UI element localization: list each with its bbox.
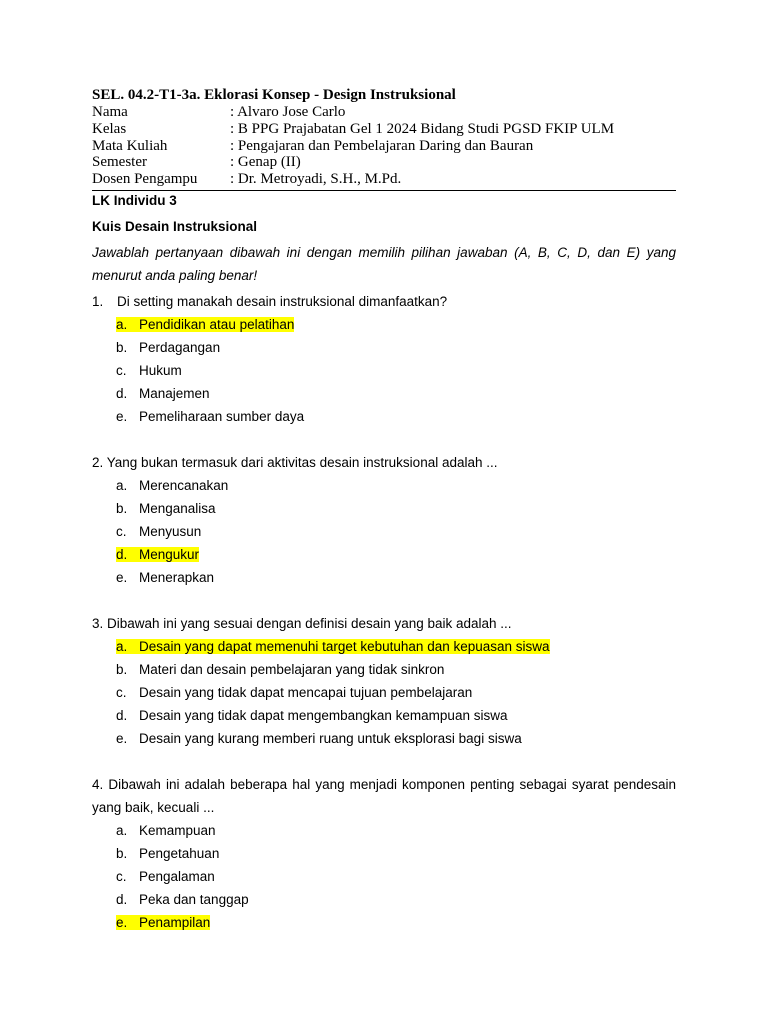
- question-number: 4.: [92, 776, 104, 792]
- option-text: Desain yang tidak dapat mencapai tujuan pembelajaran: [139, 684, 473, 700]
- option-list: [92, 313, 676, 428]
- question-number: 3.: [92, 615, 104, 631]
- document-page: [92, 86, 676, 934]
- option-content: [116, 478, 228, 493]
- identity-table: [92, 104, 676, 188]
- option-letter: c.: [116, 362, 127, 378]
- option-letter: d.: [116, 707, 128, 723]
- option-letter: e.: [116, 914, 128, 930]
- highlighted-answer: [116, 915, 210, 930]
- option-text: Pendidikan atau pelatihan: [139, 316, 295, 332]
- option-content: [116, 662, 444, 677]
- option-letter: d.: [116, 891, 128, 907]
- answer-option: [116, 658, 676, 681]
- option-letter: a.: [116, 822, 128, 838]
- answer-option: [116, 313, 676, 336]
- identity-label: Dosen Pengampu: [92, 171, 198, 188]
- option-text: Desain yang tidak dapat mengembangkan kemampuan siswa: [139, 707, 508, 723]
- option-content: [116, 524, 201, 539]
- option-letter: b.: [116, 500, 128, 516]
- document-title: SEL. 04.2-T1-3a. Eklorasi Konsep - Design Instruksional: [92, 87, 456, 103]
- question-text: Di setting manakah desain instruksional dimanfaatkan?: [117, 293, 448, 309]
- option-text: Penampilan: [139, 914, 211, 930]
- question-text: Dibawah ini adalah beberapa hal yang menjadi komponen penting sebagai syarat pendesain yang baik, kecuali ...: [92, 776, 676, 815]
- option-letter: d.: [116, 546, 128, 562]
- identity-label: Kelas: [92, 120, 127, 137]
- question-number: 1.: [92, 293, 104, 309]
- option-content: [116, 892, 249, 907]
- option-content: [116, 869, 215, 884]
- highlighted-answer: [116, 547, 199, 562]
- option-content: [116, 823, 216, 838]
- option-content: [116, 846, 219, 861]
- answer-option: [116, 474, 676, 497]
- option-text: Desain yang kurang memberi ruang untuk eksplorasi bagi siswa: [139, 730, 522, 746]
- identity-row-semester: [92, 154, 676, 171]
- option-letter: e.: [116, 730, 128, 746]
- option-content: [116, 685, 472, 700]
- identity-value: : Dr. Metroyadi, S.H., M.Pd.: [230, 171, 402, 188]
- answer-option: [116, 566, 676, 589]
- option-text: Peka dan tanggap: [139, 891, 249, 907]
- option-list: [92, 635, 676, 750]
- question-number: 2.: [92, 454, 104, 470]
- option-list: [92, 819, 676, 934]
- answer-option: [116, 543, 676, 566]
- option-content: [116, 501, 216, 516]
- option-text: Kemampuan: [139, 822, 216, 838]
- answer-option: [116, 336, 676, 359]
- answer-option: [116, 727, 676, 750]
- highlighted-answer: [116, 639, 550, 654]
- identity-label: Semester: [92, 154, 147, 171]
- option-content: [116, 363, 182, 378]
- option-content: [116, 708, 507, 723]
- option-letter: a.: [116, 477, 128, 493]
- option-content: [116, 340, 220, 355]
- answer-option: [116, 405, 676, 428]
- answer-option: [116, 888, 676, 911]
- answer-option: [116, 635, 676, 658]
- identity-value: : B PPG Prajabatan Gel 1 2024 Bidang Studi PGSD FKIP ULM: [230, 120, 615, 137]
- identity-label: Mata Kuliah: [92, 137, 168, 154]
- option-text: Menyusun: [139, 523, 202, 539]
- answer-option: [116, 704, 676, 727]
- question-1: [92, 290, 676, 313]
- option-content: [116, 570, 214, 585]
- option-letter: d.: [116, 385, 128, 401]
- answer-option: [116, 382, 676, 405]
- option-content: [116, 386, 210, 401]
- identity-row-mata-kuliah: [92, 138, 676, 155]
- option-text: Pemeliharaan sumber daya: [139, 408, 305, 424]
- identity-value: : Pengajaran dan Pembelajaran Daring dan Bauran: [230, 137, 534, 154]
- quiz-title: Kuis Desain Instruksional: [92, 218, 258, 234]
- identity-row-dosen: [92, 171, 676, 188]
- option-text: Materi dan desain pembelajaran yang tidak sinkron: [139, 661, 445, 677]
- answer-option: [116, 359, 676, 382]
- question-4: [92, 773, 676, 819]
- identity-row-nama: [92, 104, 676, 121]
- option-letter: a.: [116, 316, 128, 332]
- option-text: Menganalisa: [139, 500, 216, 516]
- option-letter: e.: [116, 408, 128, 424]
- option-text: Mengukur: [139, 546, 200, 562]
- question-3: [92, 612, 676, 635]
- question-2: [92, 451, 676, 474]
- option-letter: c.: [116, 868, 127, 884]
- answer-option: [116, 819, 676, 842]
- identity-value: : Genap (II): [230, 154, 301, 171]
- option-letter: c.: [116, 684, 127, 700]
- option-letter: b.: [116, 845, 128, 861]
- option-text: Perdagangan: [139, 339, 221, 355]
- option-content: [116, 409, 304, 424]
- highlighted-answer: [116, 317, 294, 332]
- option-letter: c.: [116, 523, 127, 539]
- answer-option: [116, 865, 676, 888]
- question-text: Dibawah ini yang sesuai dengan definisi desain yang baik adalah ...: [107, 615, 512, 631]
- option-letter: b.: [116, 661, 128, 677]
- option-content: [116, 731, 522, 746]
- identity-row-kelas: [92, 121, 676, 138]
- answer-option: [116, 681, 676, 704]
- option-letter: a.: [116, 638, 128, 654]
- answer-option: [116, 911, 676, 934]
- answer-option: [116, 520, 676, 543]
- option-text: Manajemen: [139, 385, 210, 401]
- answer-option: [116, 842, 676, 865]
- question-text: Yang bukan termasuk dari aktivitas desain instruksional adalah ...: [106, 454, 498, 470]
- option-text: Desain yang dapat memenuhi target kebutuhan dan kepuasan siswa: [139, 638, 550, 654]
- answer-option: [116, 497, 676, 520]
- quiz-instruction: Jawablah pertanyaan dibawah ini dengan memilih pilihan jawaban (A, B, C, D, dan E) yang menurut anda paling benar!: [92, 244, 676, 283]
- identity-value: : Alvaro Jose Carlo: [230, 104, 346, 120]
- header-divider: [92, 190, 676, 191]
- option-text: Pengetahuan: [139, 845, 220, 861]
- identity-label: Nama: [92, 104, 128, 120]
- section-label: LK Individu 3: [92, 192, 177, 208]
- option-letter: e.: [116, 569, 128, 585]
- option-letter: b.: [116, 339, 128, 355]
- option-text: Hukum: [139, 362, 182, 378]
- question-list: [92, 290, 676, 934]
- option-text: Pengalaman: [139, 868, 215, 884]
- option-text: Menerapkan: [139, 569, 215, 585]
- option-text: Merencanakan: [139, 477, 229, 493]
- option-list: [92, 474, 676, 589]
